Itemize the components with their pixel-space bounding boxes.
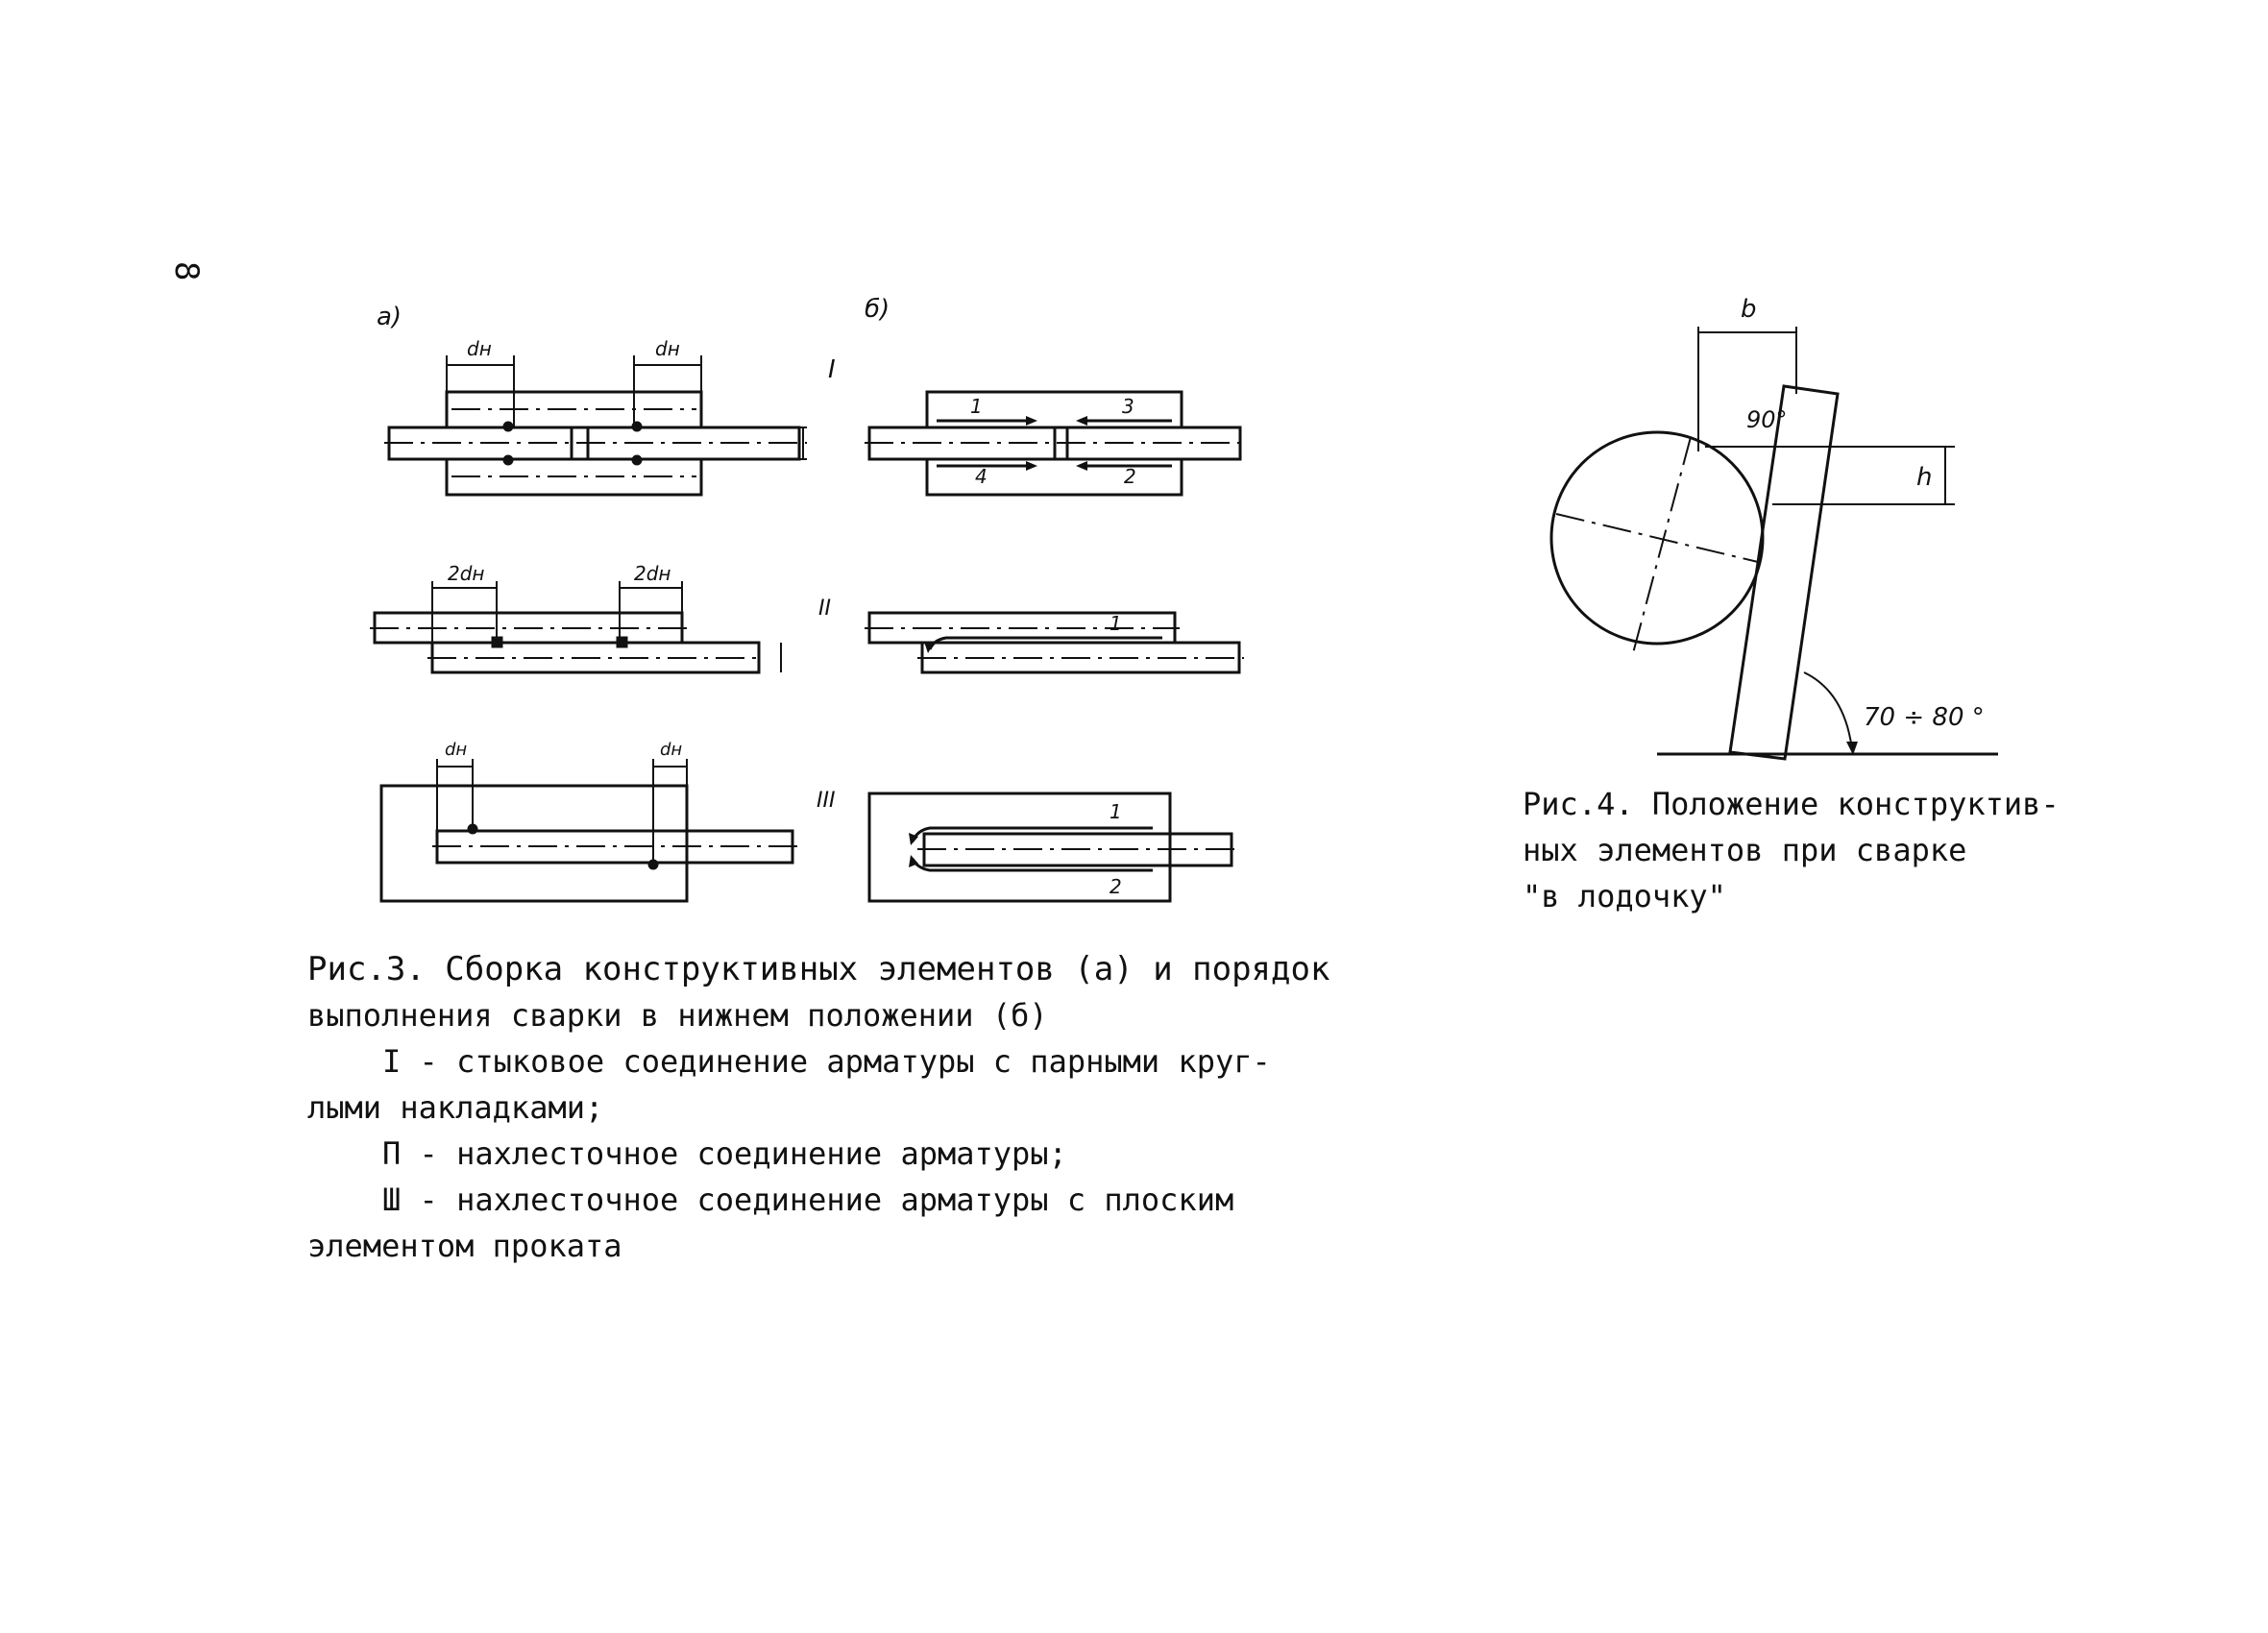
fig3-a-row-2 [370,562,781,672]
fig3-b-row-2 [865,612,1244,672]
figure3-caption-item1-line2: лыми накладками; [307,1089,604,1126]
figure4-caption-line3: "в лодочку" [1523,878,1726,914]
page-number: 8 [167,261,206,281]
fig3-sublabel-b: б) [865,295,890,324]
fig4-plate [1730,386,1838,759]
fig3-a3-plate [381,786,687,901]
figure3-caption-item1-line1: I - стыковое соединение арматуры с парными круг- [382,1043,1271,1080]
svg-text:II: II [818,597,831,621]
svg-text:b: b [1741,295,1757,324]
svg-text:dн: dн [655,337,680,360]
fig4-drawing [1551,295,1998,759]
svg-text:III: III [817,789,836,813]
svg-text:2: 2 [1124,465,1136,488]
figure3-caption-line2: выполнения сварки в нижнем положении (б) [307,997,1048,1034]
fig3-a-row-3 [381,740,797,901]
svg-text:h: h [1916,463,1933,492]
figure3-caption [307,946,1329,1269]
figure3-caption-line1: Рис.3. Сборка конструктивных элементов (а) и порядок [307,950,1330,988]
fig3-b-row-1 [865,392,1244,495]
svg-text:2dн: 2dн [448,562,485,585]
fig3-sublabel-a: а) [377,303,402,331]
svg-text:1: 1 [1110,800,1122,823]
svg-text:I: I [828,355,836,384]
figure3-caption-item3-line2: элементом проката [307,1228,622,1264]
svg-text:dн: dн [445,740,468,760]
svg-text:dн: dн [467,337,492,360]
fig3-b-row-3 [869,793,1239,901]
fig3-a-row-1 [384,337,807,495]
svg-text:70 ÷ 80 °: 70 ÷ 80 ° [1864,703,1985,732]
figure4-caption [1523,781,2060,919]
figure3-caption-item3-line1: Ш - нахлесточное соединение арматуры с плоским [382,1182,1234,1218]
svg-text:2: 2 [1110,875,1122,898]
fig3-column-b [865,295,1244,901]
figure3-caption-item2: П - нахлесточное соединение арматуры; [382,1135,1067,1172]
fig3-row-labels [817,355,836,813]
svg-text:2dн: 2dн [634,562,671,585]
svg-text:1: 1 [1110,612,1122,635]
figure4-caption-line1: Рис.4. Положение конструктив- [1523,786,2060,822]
svg-text:3: 3 [1122,395,1134,418]
svg-text:90°: 90° [1746,406,1788,433]
svg-text:4: 4 [975,465,988,488]
svg-text:dн: dн [660,740,683,760]
figure4-caption-line2: ных элементов при сварке [1523,832,1967,868]
fig3-column-a [370,303,807,901]
svg-text:1: 1 [970,395,983,418]
